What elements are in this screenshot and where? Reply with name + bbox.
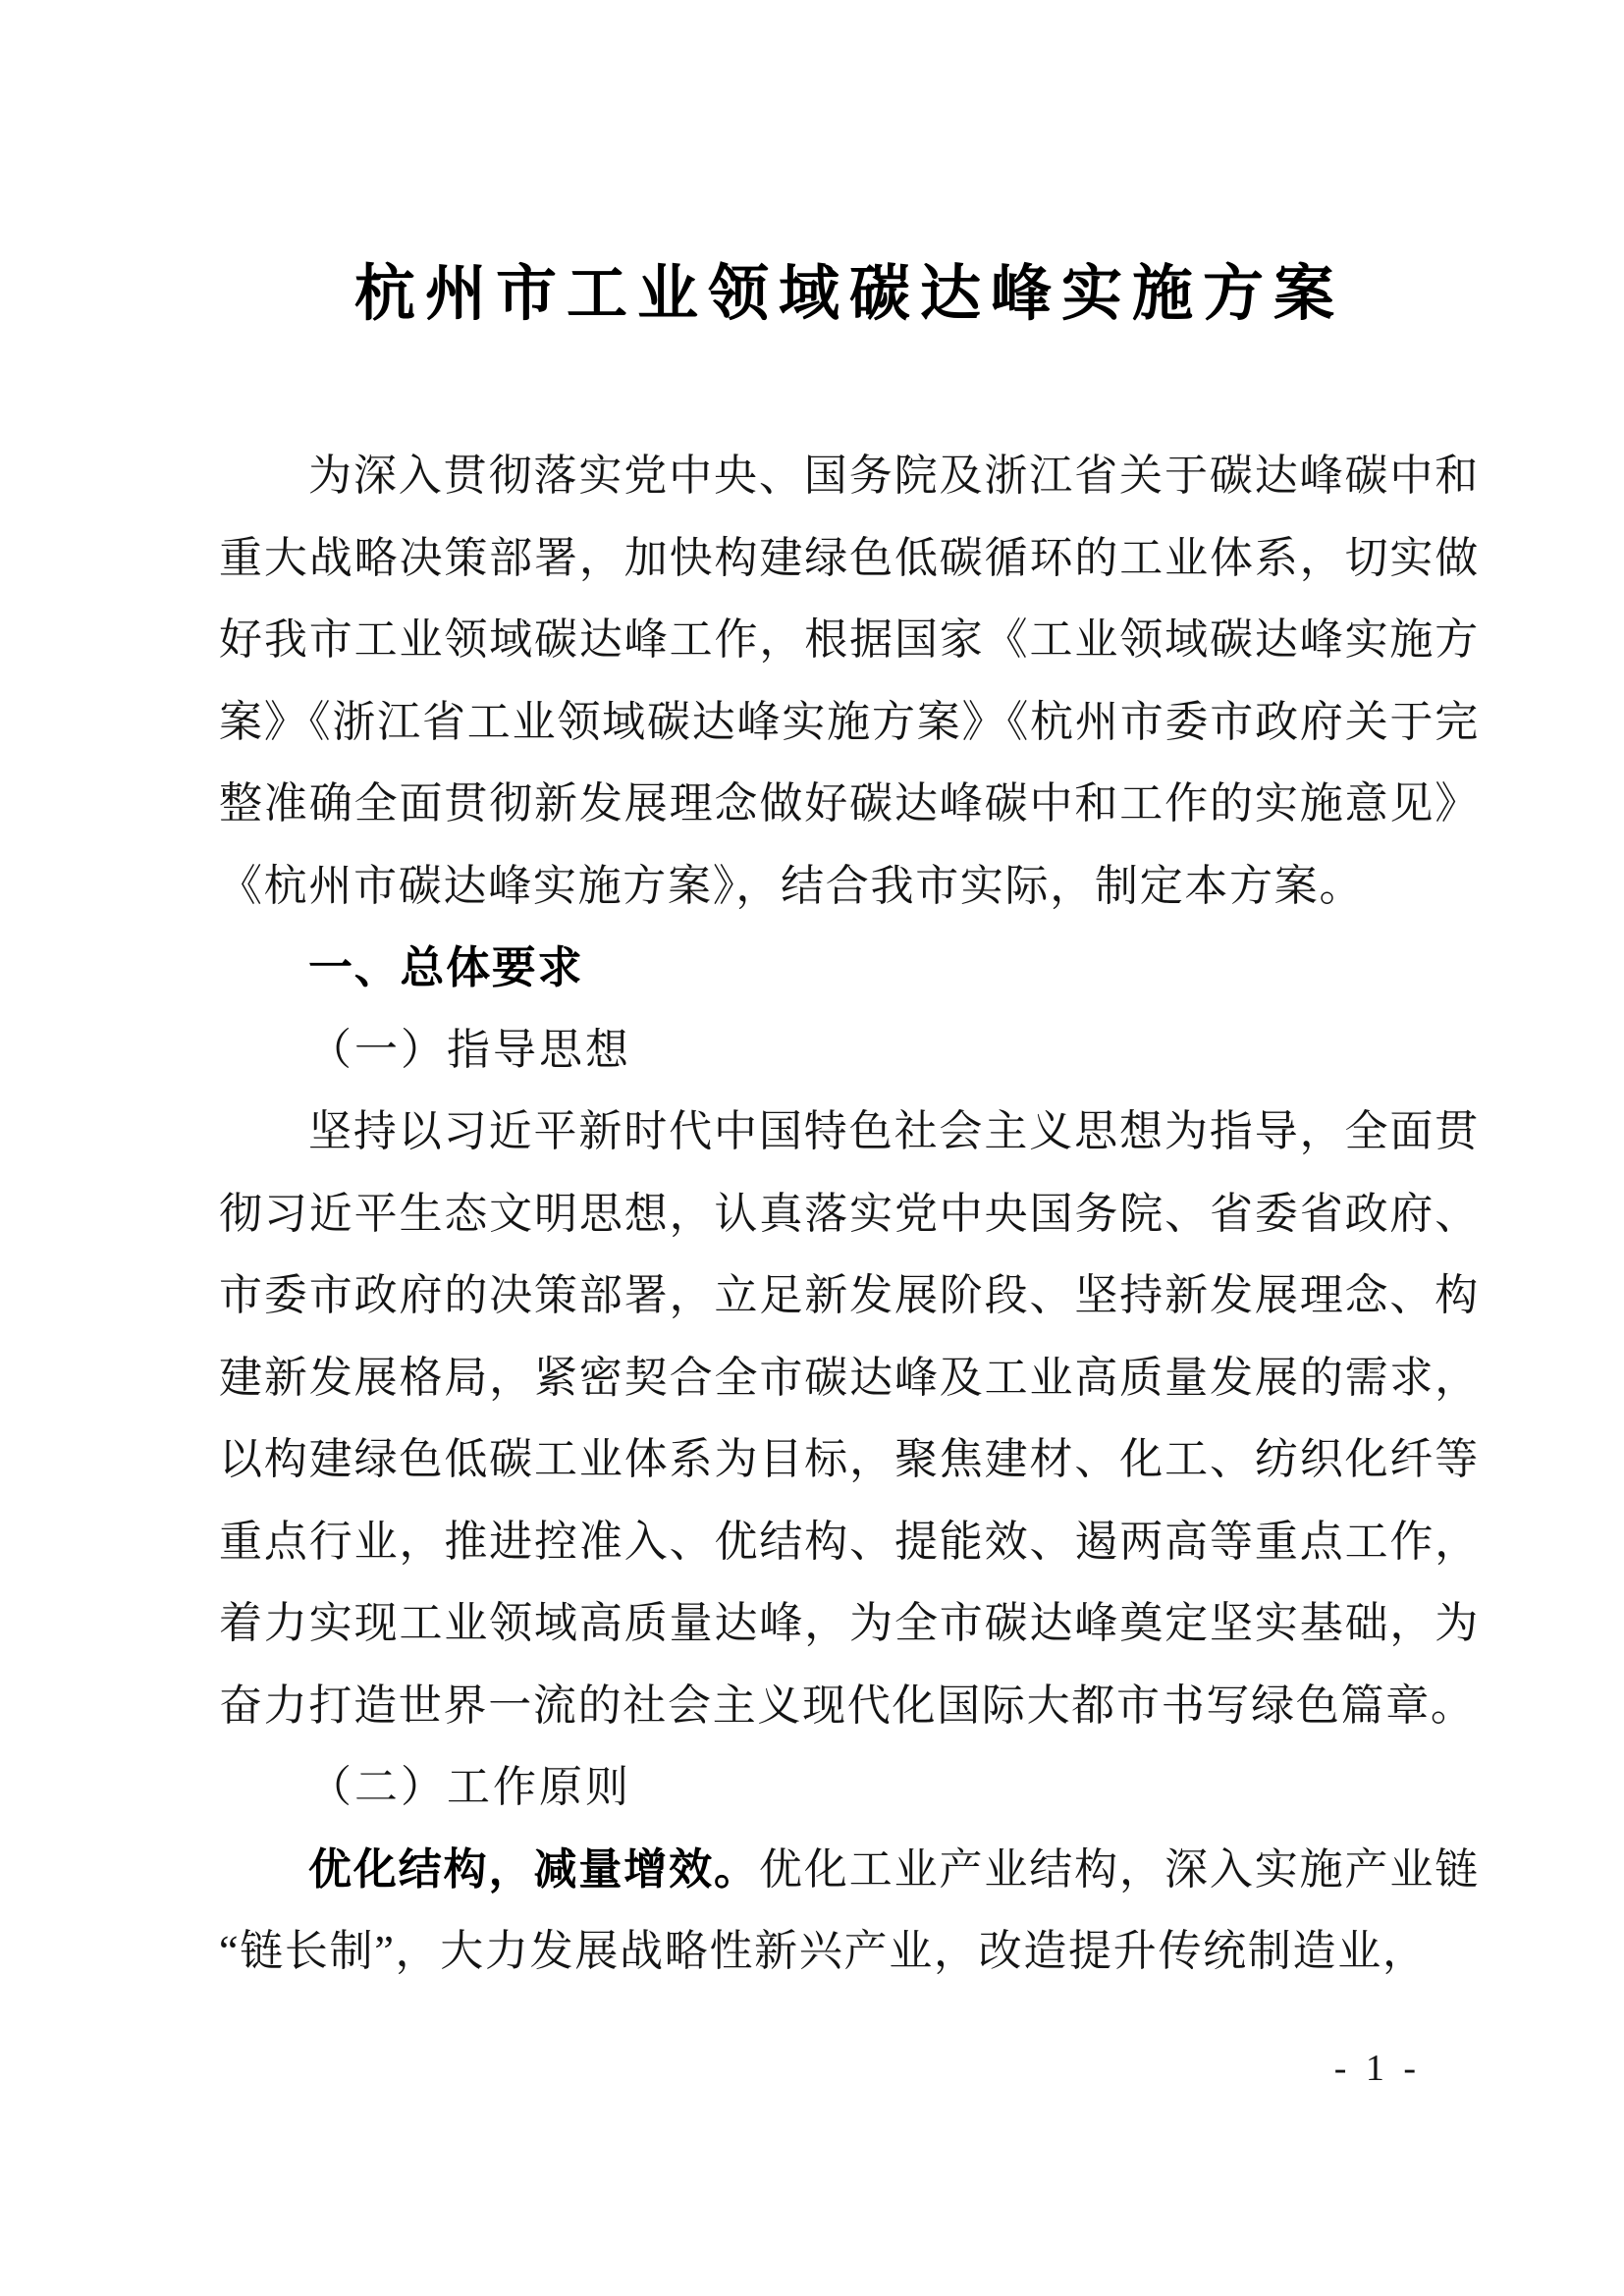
subsection-heading-guiding-ideology: （一）指导思想 [308, 1025, 631, 1074]
principle-lead-bold-text: 优化结构，减量增效。 [308, 1844, 759, 1894]
principle-paragraph [219, 1829, 1480, 1993]
section-heading-general-requirements: 一、总体要求 [308, 942, 584, 992]
principle-body-text: 优化工业产业结构，深入实施产业链“链长制”，大力发展战略性新兴产业，改造提升传统制造业， [219, 1844, 1480, 1975]
subsection-heading-work-principles: （二）工作原则 [308, 1763, 631, 1811]
guiding-ideology-paragraph: 坚持以习近平新时代中国特色社会主义思想为指导，全面贯彻习近平生态文明思想，认真落实党中央国务院、省委省政府、市委市政府的决策部署，立足新发展阶段、坚持新发展理念、构建新发展格局，紧密契合全市碳达峰及工业高质量发展的需求，以构建绿色低碳工业体系为目标，聚焦建材、化工、纺织化纤等重点行业，推进控准入、优结构、提能效、遏两高等重点工作，着力实现工业领域高质量达峰，为全市碳达峰奠定坚实基础，为奋力打造世界一流的社会主义现代化国际大都市书写绿色篇章。 [219, 1107, 1480, 1730]
document-body [219, 253, 1480, 1993]
page-number: - 1 - [1333, 2048, 1421, 2089]
intro-paragraph: 为深入贯彻落实党中央、国务院及浙江省关于碳达峰碳中和重大战略决策部署，加快构建绿色低碳循环的工业体系，切实做好我市工业领域碳达峰工作，根据国家《工业领域碳达峰实施方案》《浙江省工业领域碳达峰实施方案》《杭州市委市政府关于完整准确全面贯彻新发展理念做好碳达峰碳中和工作的实施意见》《杭州市碳达峰实施方案》，结合我市实际，制定本方案。 [219, 452, 1480, 910]
document-title: 杭州市工业领域碳达峰实施方案 [353, 261, 1344, 328]
